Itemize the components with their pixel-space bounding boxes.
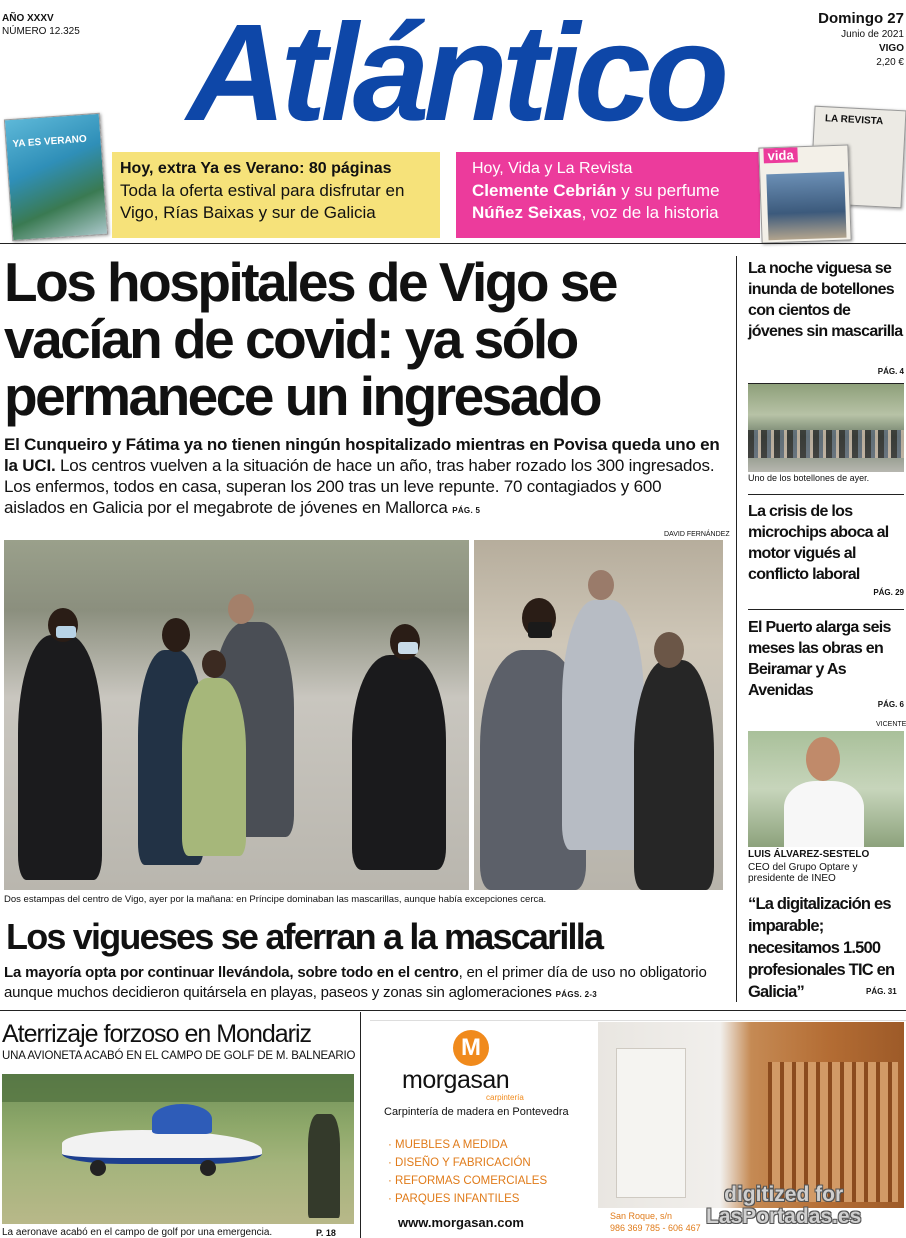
lead-page-ref: PÁG. 5 [452,506,481,515]
street-photo-principe[interactable] [4,540,469,890]
column-divider [736,256,737,1002]
lead-deck-text: Los centros vuelven a la situación de hace un año, tras haber rozado los 300 ingresados. Los enfermos, todos en casa, superan los 200 tras un leve repunte. 70 contagiados y 600 aislados en Galicia por el megabrote de jóvenes en Mallorca [4,456,715,517]
city-label: VIGO [878,43,904,54]
second-deck-text: , en el primer día de uso no obligatorio aunque muchos decidieron quitársela en playas, paseos y zonas sin aglomeraciones [4,964,707,1001]
vida-cover-photo [766,172,846,241]
promo-pink-head: Hoy, Vida y La Revista [472,160,633,177]
interview-portrait-photo[interactable] [748,731,904,847]
ad-brand: morgasan [402,1066,510,1094]
cover-label: YA ES VERANO [12,133,88,150]
botellon-caption: Uno de los botellones de ayer. [748,473,870,483]
interview-page-ref: PÁG. 31 [866,987,897,996]
photo-caption: Dos estampas del centro de Vigo, ayer por la mañana: en Príncipe dominaban las mascarillas, aunque había excepciones cerca. [4,894,547,905]
ad-service-item: · MUEBLES A MEDIDA [388,1136,547,1154]
lead-headline[interactable]: Los hospitales de Vigo se vacían de covid: ya sólo permanece un ingresado [4,251,616,427]
promo-name-1: Clemente Cebrián [472,181,617,200]
divider [748,609,904,610]
mondariz-subtitle: UNA AVIONETA ACABÓ EN EL CAMPO DE GOLF DE M. BALNEARIO [2,1050,356,1062]
mondariz-headline[interactable]: Aterrizaje forzoso en Mondariz [2,1020,312,1048]
plane-photo[interactable] [2,1074,354,1224]
ad-contact [610,1210,701,1234]
promo-text-1: y su perfume [616,181,720,200]
second-deck [4,963,724,1005]
ad-brand-sub: carpintería [486,1093,524,1102]
vida-cover-image[interactable] [758,144,851,243]
interviewee-name: LUIS ÁLVAREZ-SESTELO [748,849,870,860]
sidebar-page-ref: PÁG. 4 [877,367,904,376]
divider [748,494,904,495]
photo-credit: DAVID FERNÁNDEZ [664,531,730,538]
column-divider [360,1012,361,1238]
sidebar-story-puerto[interactable]: El Puerto alarga seis meses las obras en Beiramar y As Avenidas [748,619,891,699]
botellon-photo[interactable] [748,384,904,472]
promo-yellow-text: Toda la oferta estival para disfrutar en Vigo, Rías Baixas y sur de Galicia [120,181,405,222]
second-page-ref: PÁGS. 2-3 [555,990,598,999]
ad-tagline: Carpintería de madera en Pontevedra [384,1106,569,1118]
day-label: Domingo 27 [818,10,904,27]
second-headline[interactable]: Los vigueses se aferran a la mascarilla [6,916,603,957]
watermark-line-2: LasPortadas.es [706,1205,862,1228]
newspaper-logo: Atlántico [186,0,724,150]
mondariz-page-ref: P. 18 [316,1228,336,1238]
promo-yellow-head: Hoy, extra Ya es Verano: 80 páginas [120,160,392,177]
issue-number: NÚMERO 12.325 [2,26,80,37]
promo-text-2: , voz de la historia [581,203,719,222]
mondariz-caption: La aeronave acabó en el campo de golf por una emergencia. [2,1227,273,1238]
ad-address: San Roque, s/n [610,1211,673,1221]
revista-label: LA REVISTA [824,113,884,128]
ad-service-item: · DISEÑO Y FABRICACIÓN [388,1154,547,1172]
date-label: Junio de 2021 [841,29,904,40]
watermark-line-1: digitized for [724,1183,844,1206]
ad-service-item: · PARQUES INFANTILES [388,1190,547,1208]
sidebar-story-botellones[interactable]: La noche viguesa se inunda de botellones con cientos de jóvenes sin mascarilla [748,260,903,340]
ad-website-link[interactable]: www.morgasan.com [398,1215,524,1230]
price-label: 2,20 € [876,57,904,68]
lead-deck-bold: El Cunqueiro y Fátima ya no tienen ningún hospitalizado mientras en Povisa queda uno en la UCI. [4,435,720,475]
second-deck-bold: La mayoría opta por continuar llevándola, sobre todo en el centro [4,964,459,981]
lead-deck [4,434,720,521]
divider [0,243,906,244]
watermark [706,1184,861,1228]
promo-name-2: Núñez Seixas [472,203,582,222]
divider [0,1010,906,1011]
sidebar-page-ref: PÁG. 29 [873,588,904,597]
interview-quote[interactable]: “La digitalización es imparable; necesitamos 1.500 profesionales TIC en Galicia” [748,895,895,1001]
ad-services-list [388,1136,547,1208]
street-photo-mask-less[interactable] [474,540,723,890]
promo-pink-text [472,180,744,224]
ya-es-verano-cover-image[interactable] [4,113,108,241]
ad-phones: 986 369 785 - 606 467 [610,1223,701,1233]
ad-service-item: · REFORMAS COMERCIALES [388,1172,547,1190]
photo-credit: VICENTE [876,721,906,728]
promo-vida-revista[interactable] [456,152,760,238]
sidebar-page-ref: PÁG. 6 [877,700,904,709]
morgasan-logo-icon: M [453,1030,489,1066]
promo-ya-es-verano[interactable] [112,152,440,238]
sidebar-story-microchips[interactable]: La crisis de los microchips aboca al motor vigués al conflicto laboral [748,503,889,583]
vida-label: vida [763,147,798,163]
year-label: AÑO XXXV [2,13,54,24]
interviewee-role: CEO del Grupo Optare y presidente de INEO [748,862,858,884]
masthead-edition-info [2,12,80,38]
masthead-date-info [818,10,904,70]
ad-interior-photo [598,1022,904,1208]
